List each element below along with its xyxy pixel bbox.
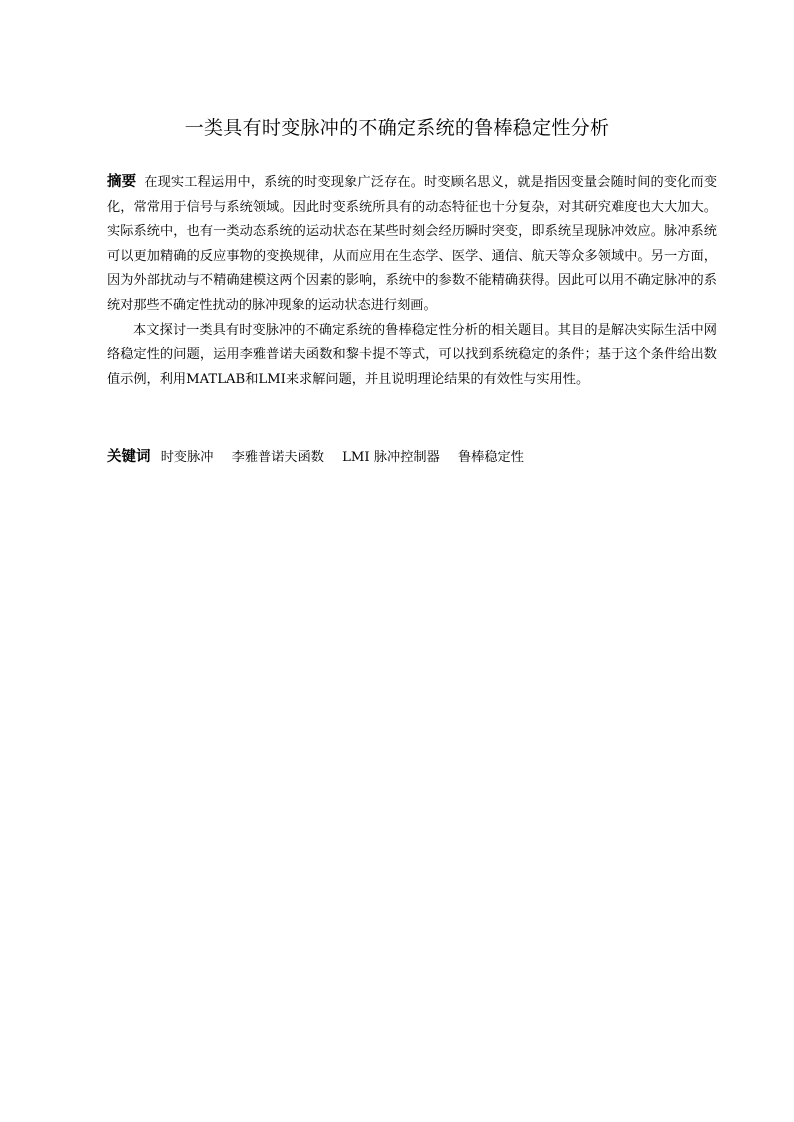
keyword-item: LMI 脉冲控制器 [342, 450, 440, 465]
keywords-label: 关键词 [107, 449, 151, 465]
keyword-item: 时变脉冲 [160, 450, 214, 465]
keyword-item: 李雅普诺夫函数 [231, 450, 324, 465]
paper-title: 一类具有时变脉冲的不确定系统的鲁棒稳定性分析 [184, 117, 610, 139]
abstract-paragraph-1 [107, 170, 717, 319]
abstract-label: 摘要 [107, 174, 137, 190]
keyword-item: 鲁棒稳定性 [457, 450, 524, 465]
keywords-section [107, 445, 717, 470]
abstract-text-1: 在现实工程运用中，系统的时变现象广泛存在。时变顾名思义，就是指因变量会随时间的变化而变化，常常用于信号与系统领域。因此时变系统所具有的动态特征也十分复杂，对其研究难度也大大加大。实际系统中，也有一类动态系统的运动状态在某些时刻会经历瞬时突变，即系统呈现脉冲效应。脉冲系统可以更加精确的反应事物的变换规律，从而应用在生态学、医学、通信、航天等众多领域中。另一方面，因为外部扰动与不精确建模这两个因素的影响，系统中的参数不能精确获得。因此可以用不确定脉冲的系统对那些不确定性扰动的脉冲现象的运动状态进行刻画。 [107, 175, 718, 313]
abstract-paragraph-2: 本文探讨一类具有时变脉冲的不确定系统的鲁棒稳定性分析的相关题目。其目的是解决实际生活中网络稳定性的问题，运用李雅普诺夫函数和黎卡提不等式，可以找到系统稳定的条件；基于这个条件给出数值示例，利用MATLAB和LMI来求解问题，并且说明理论结果的有效性与实用性。 [107, 322, 717, 387]
abstract-section [107, 170, 717, 392]
